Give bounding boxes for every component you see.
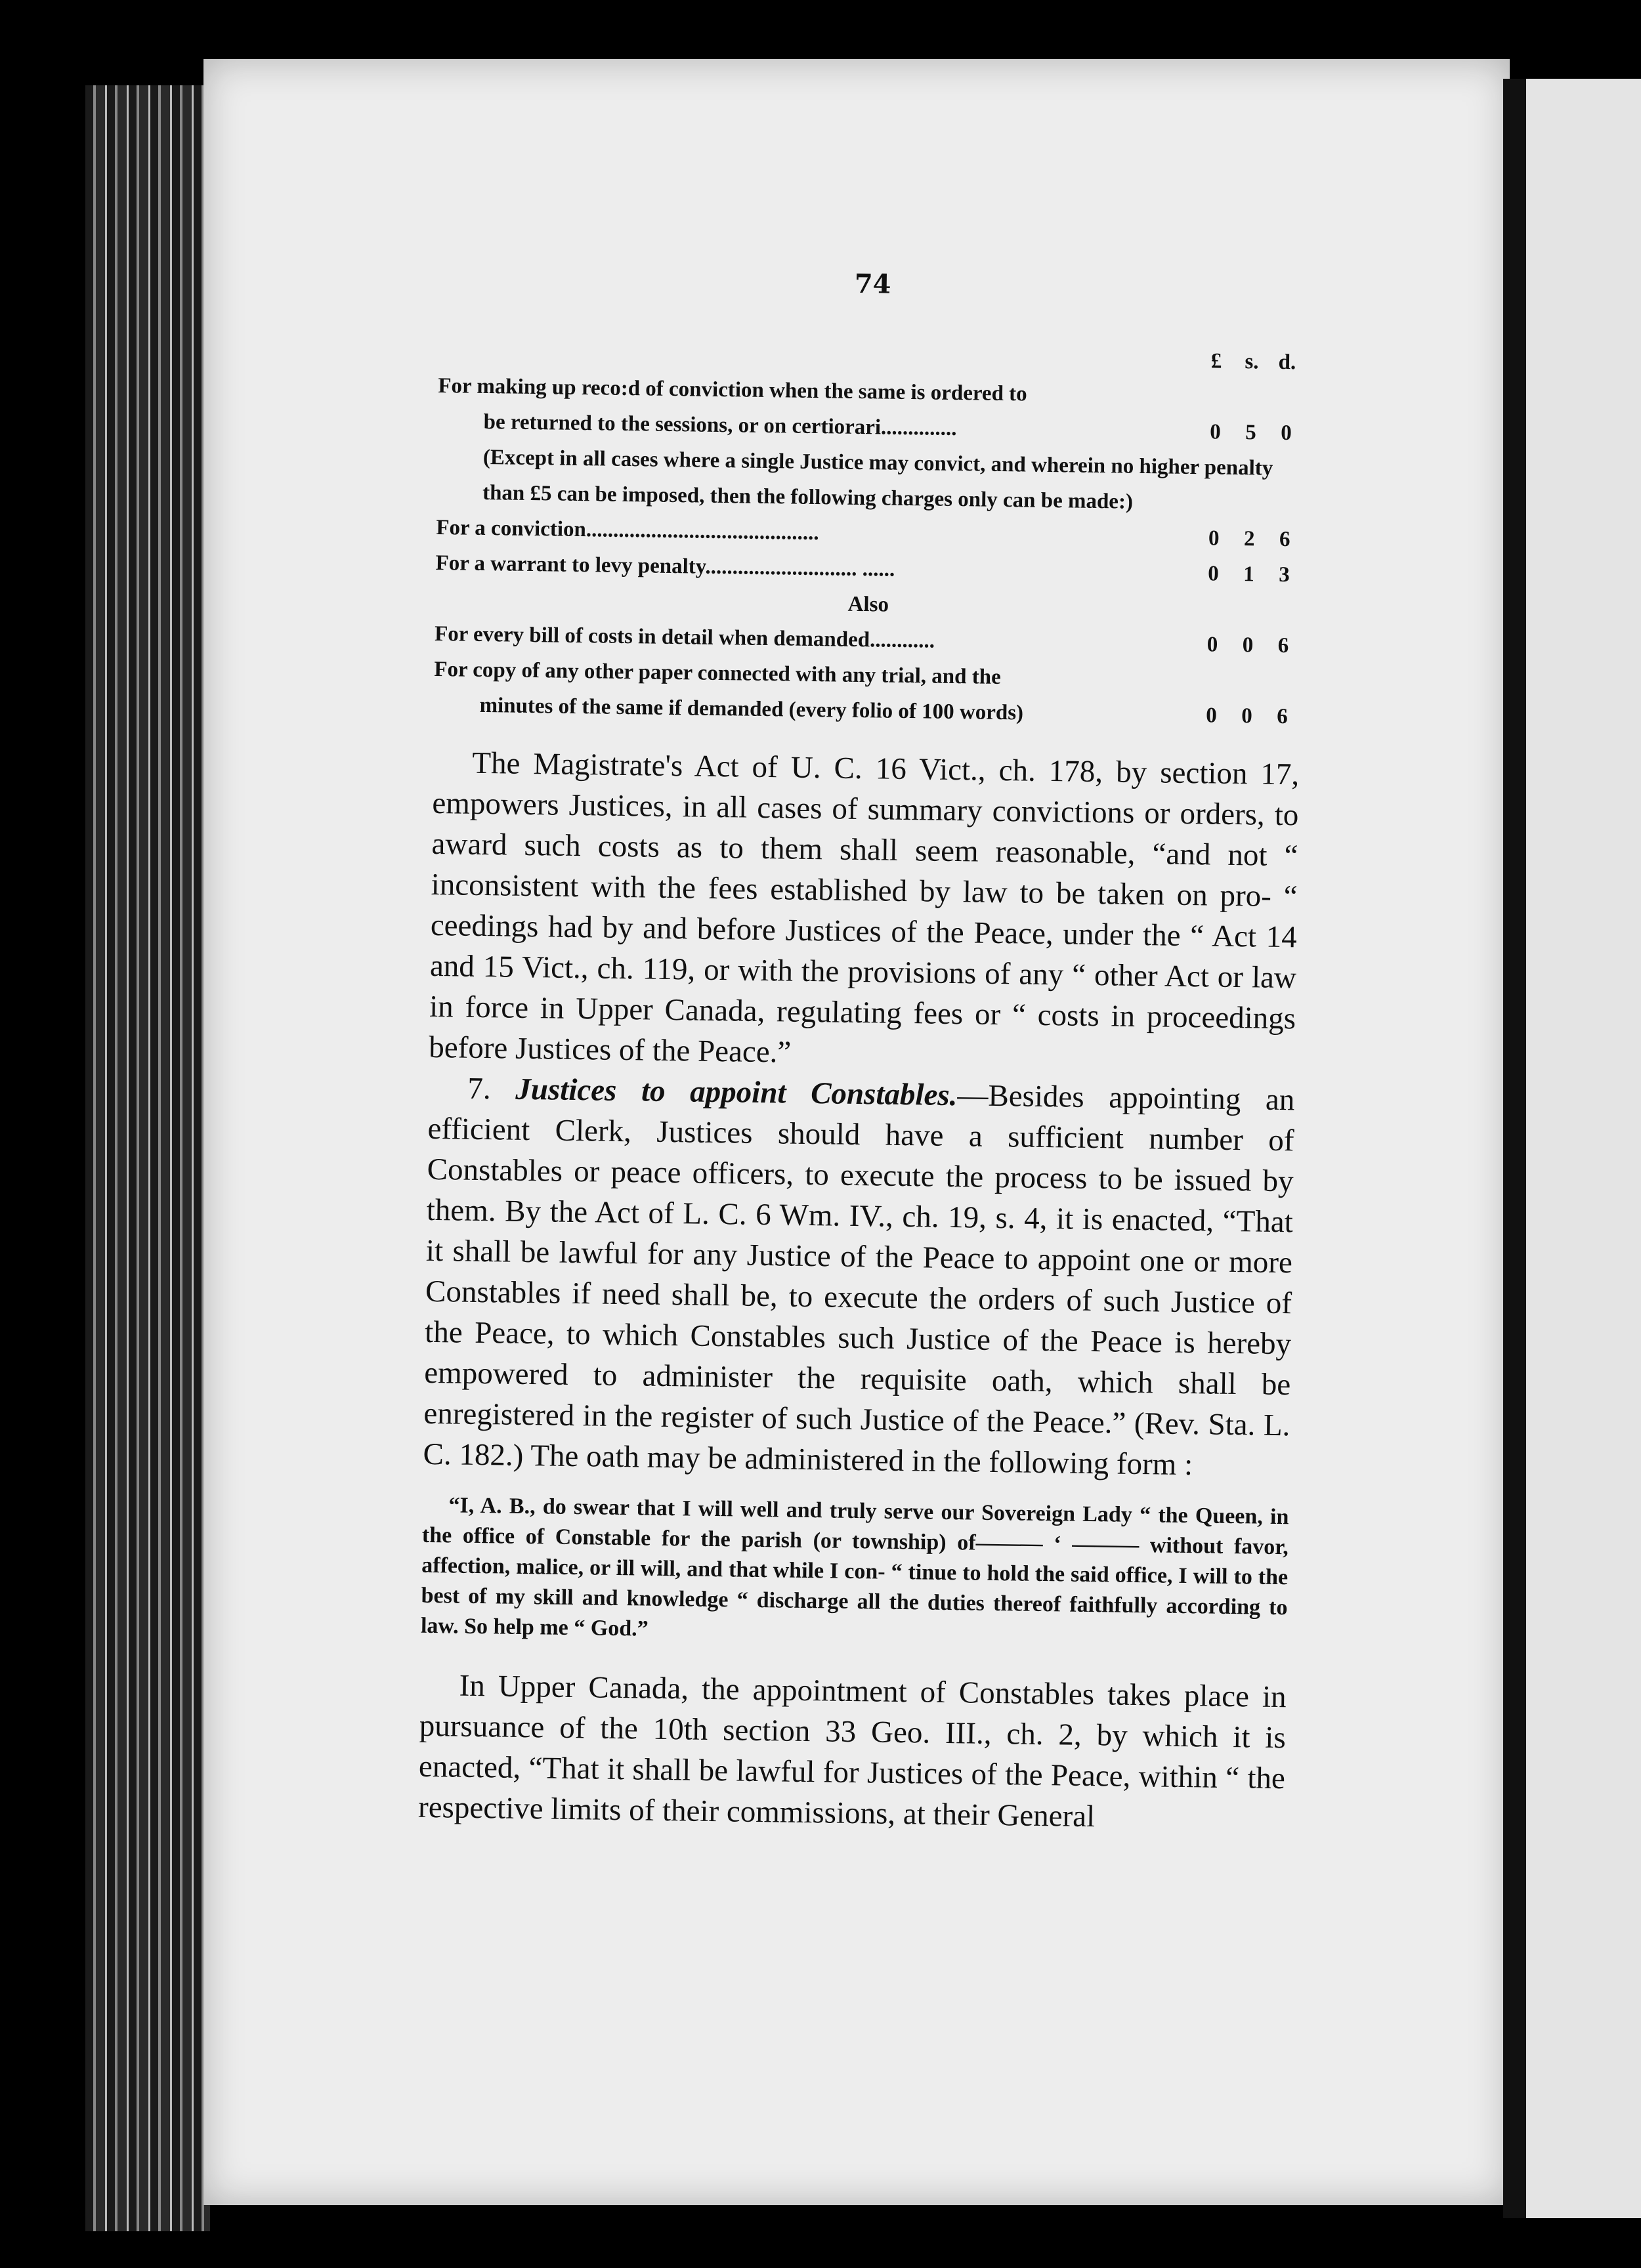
shillings-header: s. bbox=[1245, 350, 1259, 374]
fee-row bbox=[433, 652, 1300, 734]
fee-amount: 0 0 6 bbox=[1206, 633, 1289, 658]
fee-amount: 0 0 6 bbox=[1205, 704, 1288, 729]
page-number: 74 bbox=[854, 268, 891, 300]
fee-note: (Except in all cases where a single Justice may convict, and wherein no higher penalty than £5 can be imposed, then the following charges only can be made:) bbox=[482, 445, 1273, 514]
page-content bbox=[418, 262, 1306, 1839]
fee-amount: 0 5 0 bbox=[1210, 420, 1292, 446]
pence-header: d. bbox=[1278, 350, 1296, 375]
oath-quote bbox=[421, 1490, 1289, 1653]
body-text bbox=[423, 742, 1299, 1486]
fee-table bbox=[433, 333, 1305, 734]
body-text bbox=[418, 1665, 1287, 1839]
fee-description: For every bill of costs in detail when demanded............ bbox=[434, 621, 935, 653]
section-text: —Besides appointing an efficient Clerk, Justices should have a sufficient number of Constables or peace officers, to execute the process to be issued by them. By the Act of L. C. 6 Wm. IV., ch. 19, s. 4, it is enacted, “That it shall be lawful for any Justice of the Peace to appoint one or more Constables if need shall be, to execute the orders of such Justice of the Peace, to which Constables such Justice of the Peace is hereby empowered to administer the requisite oath, which shall be enregistered in the register of such Justice of the Peace.” (Rev. Sta. L. C. 182.) The oath may be administered in the following form : bbox=[423, 1078, 1295, 1482]
fee-description: For a warrant to levy penalty............................ ...... bbox=[435, 551, 895, 581]
fee-description: For making up reco:d of conviction when the same is ordered to bbox=[438, 373, 1027, 406]
paragraph: The Magistrate's Act of U. C. 16 Vict., ch. 178, by section 17, empowers Justices, in all cases of summary convictions or orders, to award such costs as to them shall seem reasonable, “and not “ inconsistent with the fees established by law to be taken on pro- “ ceedings had by and before Justices of the Peace, under the “ Act 14 and 15 Vict., ch. 119, or with the provisions of any “ other Act or law in force in Upper Canada, regulating fees or “ costs in proceedings before Justices of the Peace.” bbox=[428, 746, 1300, 1070]
fee-description-cont: minutes of the same if demanded (every folio of 100 words) bbox=[479, 693, 1024, 725]
book-spine bbox=[85, 85, 210, 2231]
fee-description: For copy of any other paper connected with any trial, and the bbox=[434, 657, 1002, 689]
section-heading: Justices to appoint Constables. bbox=[515, 1072, 958, 1113]
also-label: Also bbox=[847, 592, 889, 617]
paragraph: In Upper Canada, the appointment of Constables takes place in pursuance of the 10th section 33 Geo. III., ch. 2, by which it is enacted, “That it shall be lawful for Justices of the Peace, within “ the respective limits of their commissions, at their General bbox=[417, 1668, 1287, 1834]
pounds-header: £ bbox=[1210, 349, 1222, 373]
page-gutter bbox=[1503, 79, 1526, 2218]
fee-description: For a conviction........................................... bbox=[436, 515, 819, 545]
fee-row bbox=[437, 368, 1304, 451]
fee-description-cont: be returned to the sessions, or on certiorari.............. bbox=[483, 410, 957, 441]
fee-amount: 0 2 6 bbox=[1208, 526, 1290, 552]
oath-text: “I, A. B., do swear that I will well and truly serve our Sovereign Lady “ the Queen, in the office of Constable for the parish (or township) of——— ‘ ——— without favor, affection, malice, or ill will, and that while I con- “ tinue to hold the said office, I will to the best of my skill and knowledge “ discharge all the duties thereof faithfully according to law. So help me “ God.” bbox=[420, 1493, 1289, 1641]
section-number: 7. bbox=[467, 1071, 492, 1106]
facing-page-edge bbox=[1526, 79, 1641, 2218]
section-paragraph bbox=[423, 1068, 1295, 1486]
fee-amount: 0 1 3 bbox=[1207, 562, 1290, 587]
